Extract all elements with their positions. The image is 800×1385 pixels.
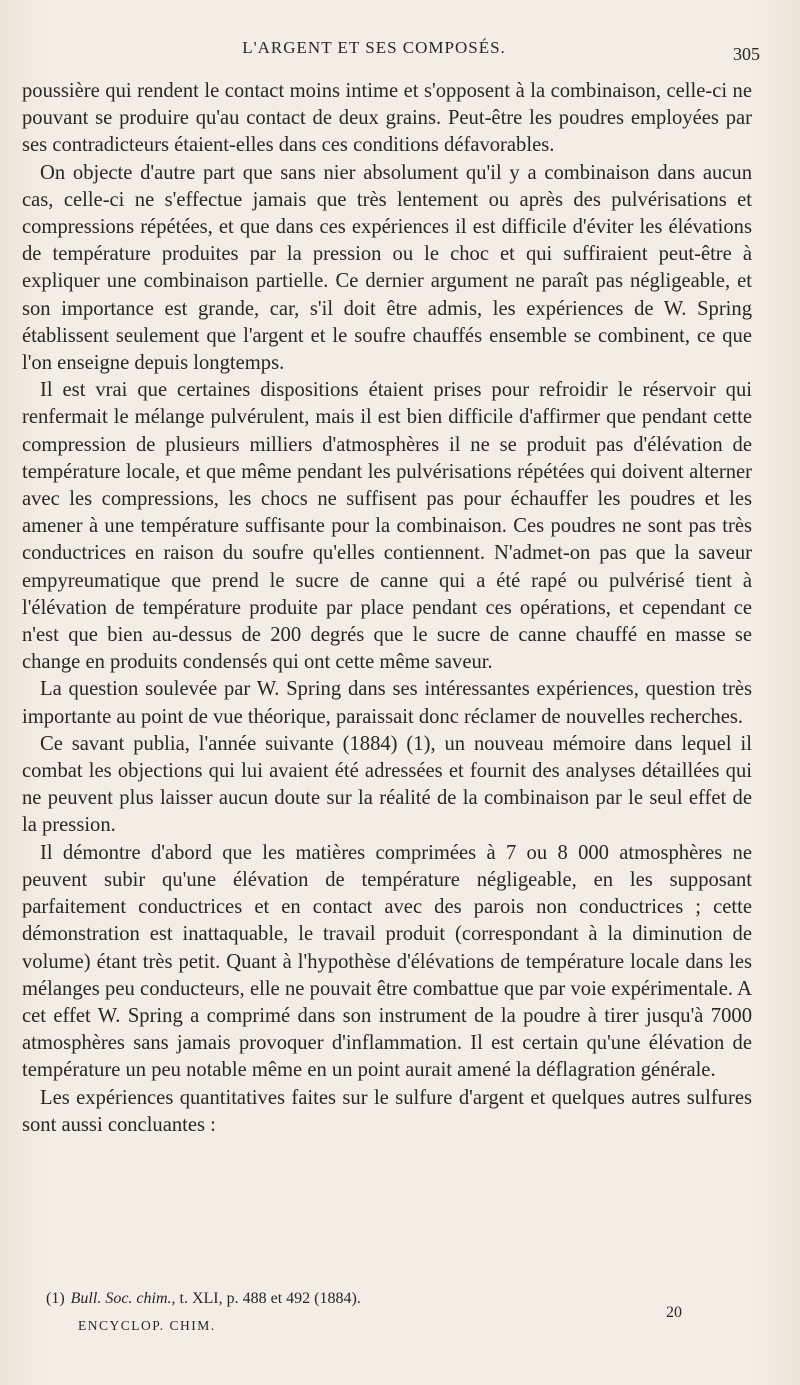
body-text [22,78,752,1139]
running-title: L'ARGENT ET SES COMPOSÉS. [242,38,506,57]
page-number: 305 [733,44,760,64]
footnote [46,1290,361,1308]
signature-mark: ENCYCLOP. CHIM. [78,1318,216,1333]
paragraph: Il est vrai que certaines dispositions étaient prises pour refroidir le réservoir qui renfermait le mélange pulvérulent, mais il est bien difficile d'affirmer que pendant cette compression de plusieurs milliers d'atmosphères il ne se produit pas d'élévation de température locale, et que même pendant les pulvérisations répétées qui doivent alterner avec les compressions, les chocs ne suffisent pas pour échauffer les poudres et les amener à une température suffisante pour la combinaison. Ces poudres ne sont pas très conductrices en raison du soufre qu'elles contiennent. N'admet-on pas que la saveur empyreumatique que prend le sucre de canne qui a été rapé ou pulvérisé tient à l'élévation de température produite par place pendant ces opérations, et cependant ce n'est que bien au-dessus de 200 degrés que le sucre de canne chauffé en masse se change en produits condensés qui ont cette même saveur. [22,379,752,674]
paragraph: Ce savant publia, l'année suivante (1884) (1), un nouveau mémoire dans lequel il combat les objections qui lui avaient été adressées et fournit des analyses détaillées qui ne peuvent plus laisser aucun doute sur la réalité de la combinaison par le seul effet de la pression. [22,732,752,837]
paragraph: Les expériences quantitatives faites sur le sulfure d'argent et quelques autres sulfures sont aussi concluantes : [22,1086,752,1136]
paragraph: La question soulevée par W. Spring dans ses intéressantes expériences, question très importante au point de vue théorique, paraissait donc réclamer de nouvelles recherches. [22,678,752,728]
paragraph: Il démontre d'abord que les matières comprimées à 7 ou 8 000 atmosphères ne peuvent subir qu'une élévation de température négligeable, en les supposant parfaitement conductrices et en contact avec des parois non conductrices ; cette démonstration est inattaquable, le travail produit (correspondant à la diminution de volume) étant très petit. Quant à l'hypothèse d'élévations de température locale dans les mélanges peu conducteurs, elle ne pouvait être combattue que par voie expérimentale. A cet effet W. Spring a comprimé dans son instrument de la poudre à tirer jusqu'à 7000 atmosphères sans jamais provoquer d'inflammation. Il est certain qu'une élévation de température un peu notable même en un point aurait amené la déflagration générale. [22,841,752,1082]
paragraph: On objecte d'autre part que sans nier absolument qu'il y a combinaison dans aucun cas, celle-ci ne s'effectue jamais que très lentement ou après des pulvérisations et compressions répétées, et que dans ces expériences il est difficile d'éviter les élévations de température produites par la pression ou le choc et qui suffiraient peut-être à expliquer une combinaison partielle. Ce dernier argument ne paraît pas négligeable, et son importance est grande, car, s'il doit être admis, les expériences de W. Spring établissent seulement que l'argent et le soufre chauffés ensemble se combinent, ce que l'on enseigne depuis longtemps. [22,161,752,375]
footnote-reference: , t. XLI, p. 488 et 492 (1884). [171,1290,361,1307]
footnote-journal: Bull. Soc. chim. [70,1290,172,1307]
running-head [0,38,800,58]
signature-number: 20 [666,1304,682,1321]
paragraph: poussière qui rendent le contact moins intime et s'opposent à la combinaison, celle-ci ne pouvant se produire qu'au contact de deux grains. Peut-être les poudres employées par ses contradicteurs étaient-elles dans ces conditions défavorables. [22,80,752,157]
footnote-mark: (1) [46,1290,65,1307]
